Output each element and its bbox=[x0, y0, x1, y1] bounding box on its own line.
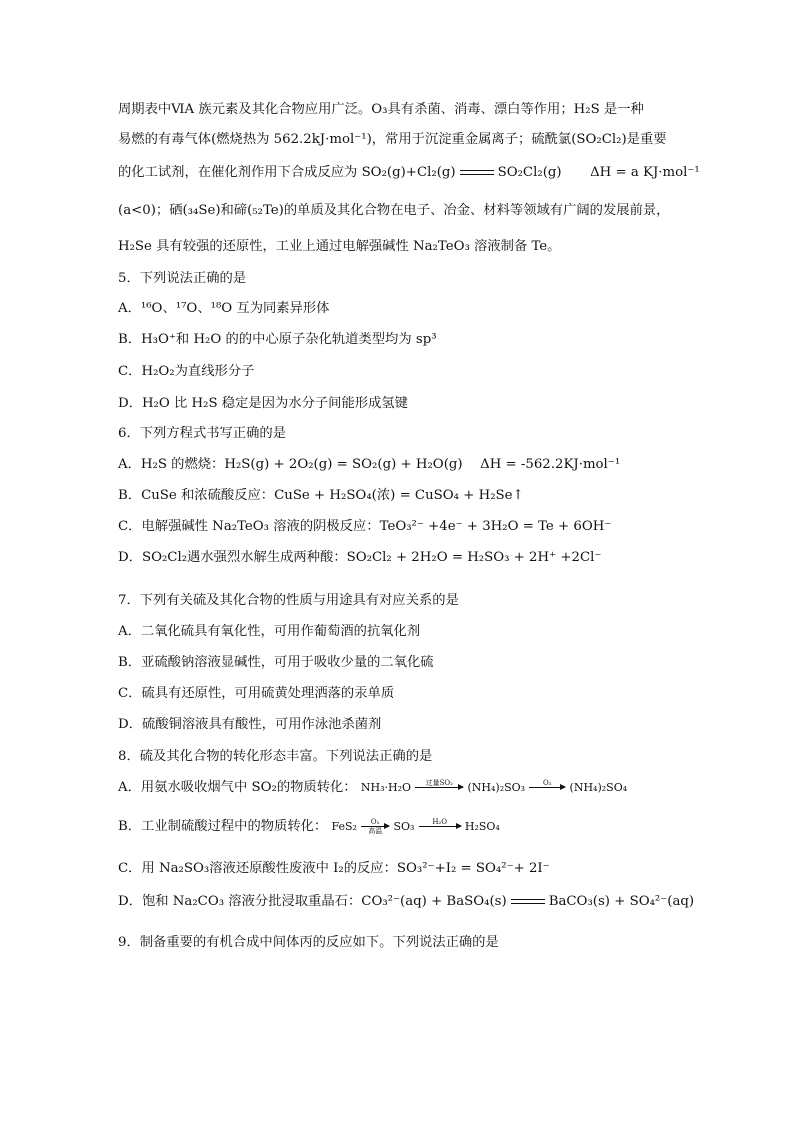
q8-a-species-2: (NH₄)₂SO₃ bbox=[467, 781, 526, 794]
reaction-arrow-icon bbox=[419, 818, 461, 835]
intro-line-3-c: ΔH = a KJ·mol⁻¹ bbox=[590, 165, 700, 180]
q7-option-b: B．亚硫酸钠溶液显碱性，可用于吸收少量的二氧化硫 bbox=[118, 655, 434, 670]
q8-b-species-1: FeS₂ bbox=[331, 820, 357, 833]
q9-stem: 9．制备重要的有机合成中间体丙的反应如下。下列说法正确的是 bbox=[118, 935, 499, 950]
q5-stem: 5．下列说法正确的是 bbox=[118, 271, 247, 286]
equilibrium-arrow-icon bbox=[460, 169, 494, 177]
intro-line-3-b: SO₂Cl₂(g) bbox=[497, 165, 562, 180]
reaction-arrow-icon bbox=[529, 779, 565, 796]
q8-b-arrow-1-top: O₂ bbox=[370, 818, 380, 826]
q8-a-prefix: A．用氨水吸收烟气中 SO₂的物质转化： bbox=[118, 780, 357, 795]
q8-b-arrow-1-bottom: 高温 bbox=[368, 827, 383, 835]
q5-option-d: D．H₂O 比 H₂S 稳定是因为水分子间能形成氢键 bbox=[118, 396, 408, 411]
q8-option-b bbox=[118, 818, 500, 836]
q7-option-c: C．硫具有还原性，可用硫黄处理洒落的汞单质 bbox=[118, 686, 395, 701]
q8-a-arrow-1-label: 过量SO₂ bbox=[425, 779, 453, 787]
q8-d-prefix: D．饱和 Na₂CO₃ 溶液分批浸取重晶石：CO₃²⁻(aq) + BaSO₄(s) bbox=[118, 894, 507, 909]
q8-option-d bbox=[118, 893, 694, 911]
q8-a-arrow-2-label: O₂ bbox=[543, 779, 552, 787]
intro-line-3-a: 的化工试剂，在催化剂作用下合成反应为 SO₂(g)+Cl₂(g) bbox=[118, 165, 456, 180]
q7-option-d: D．硫酸铜溶液具有酸性，可用作泳池杀菌剂 bbox=[118, 717, 382, 732]
q5-option-a: A．¹⁶O、¹⁷O、¹⁸O 互为同素异形体 bbox=[118, 301, 330, 316]
q6-option-d: D．SO₂Cl₂遇水强烈水解生成两种酸：SO₂Cl₂ + 2H₂O = H₂SO₃ + 2H⁺ +2Cl⁻ bbox=[118, 550, 602, 565]
q6-option-c: C．电解强碱性 Na₂TeO₃ 溶液的阴极反应：TeO₃²⁻ +4e⁻ + 3H₂O = Te + 6OH⁻ bbox=[118, 519, 612, 534]
q8-d-suffix: BaCO₃(s) + SO₄²⁻(aq) bbox=[548, 894, 695, 909]
reaction-arrow-icon bbox=[415, 779, 463, 796]
equilibrium-arrow-icon bbox=[511, 898, 545, 906]
q6-option-a: A．H₂S 的燃烧：H₂S(g) + 2O₂(g) = SO₂(g) + H₂O(g) ΔH = -562.2KJ·mol⁻¹ bbox=[118, 457, 621, 472]
q8-option-a bbox=[118, 779, 627, 797]
reaction-arrow-icon bbox=[361, 818, 389, 835]
q5-option-b: B．H₃O⁺和 H₂O 的的中心原子杂化轨道类型均为 sp³ bbox=[118, 332, 437, 347]
intro-line-4: (a<0)；硒(₃₄Se)和碲(₅₂Te)的单质及其化合物在电子、冶金、材料等领域有广阔的发展前景， bbox=[118, 203, 670, 218]
q7-stem: 7．下列有关硫及其化合物的性质与用途具有对应关系的是 bbox=[118, 593, 459, 608]
q8-b-species-2: SO₃ bbox=[393, 820, 415, 833]
q7-option-a: A．二氧化硫具有氧化性，可用作葡萄酒的抗氧化剂 bbox=[118, 624, 421, 639]
q8-b-prefix: B．工业制硫酸过程中的物质转化： bbox=[118, 819, 328, 834]
q8-stem: 8．硫及其化合物的转化形态丰富。下列说法正确的是 bbox=[118, 749, 433, 764]
q8-b-arrow-2-label: H₂O bbox=[432, 818, 447, 826]
q8-option-c: C．用 Na₂SO₃溶液还原酸性废液中 I₂的反应：SO₃²⁻+I₂ = SO₄²⁻+ 2I⁻ bbox=[118, 861, 550, 876]
intro-line-5: H₂Se 具有较强的还原性，工业上通过电解强碱性 Na₂TeO₃ 溶液制备 Te。 bbox=[118, 239, 561, 254]
intro-line-2: 易燃的有毒气体(燃烧热为 562.2kJ·mol⁻¹)，常用于沉淀重金属离子；硫酰氯(SO₂Cl₂)是重要 bbox=[118, 132, 667, 147]
intro-line-3 bbox=[118, 164, 700, 182]
q8-a-species-1: NH₃·H₂O bbox=[360, 781, 412, 794]
q8-b-species-3: H₂SO₄ bbox=[464, 820, 500, 833]
q5-option-c: C．H₂O₂为直线形分子 bbox=[118, 364, 255, 379]
intro-line-1: 周期表中ⅥA 族元素及其化合物应用广泛。O₃具有杀菌、消毒、漂白等作用；H₂S 是一种 bbox=[118, 102, 644, 117]
q6-stem: 6．下列方程式书写正确的是 bbox=[118, 426, 287, 441]
q8-a-species-3: (NH₄)₂SO₄ bbox=[569, 781, 628, 794]
q6-option-b: B．CuSe 和浓硫酸反应：CuSe + H₂SO₄(浓) = CuSO₄ + H₂Se↑ bbox=[118, 488, 524, 503]
